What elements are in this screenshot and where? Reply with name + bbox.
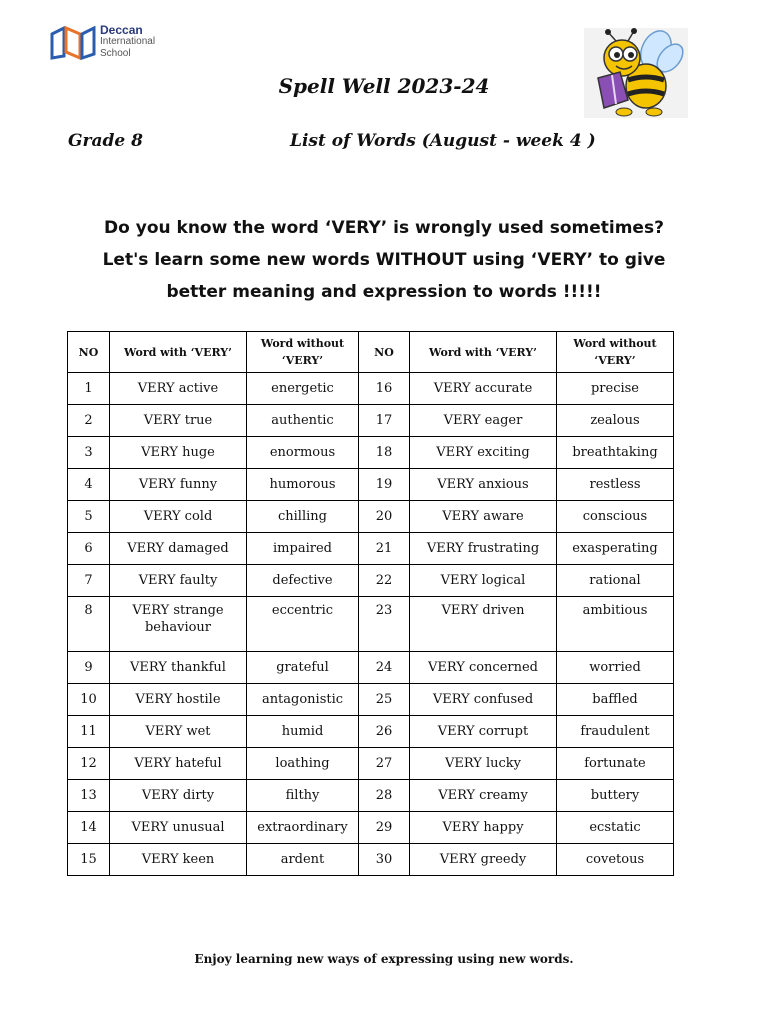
- word-with-very: VERY corrupt: [410, 716, 557, 748]
- word-without-very: filthy: [247, 780, 359, 812]
- word-with-very: VERY greedy: [410, 844, 557, 876]
- word-without-very: exasperating: [557, 533, 674, 565]
- row-number: 25: [359, 684, 410, 716]
- word-with-very: VERY funny: [110, 469, 247, 501]
- word-with-very: VERY hateful: [110, 748, 247, 780]
- word-without-very: chilling: [247, 501, 359, 533]
- header-word-with: Word with ‘VERY’: [410, 332, 557, 373]
- row-number: 13: [68, 780, 110, 812]
- page-title: Spell Well 2023-24: [278, 74, 490, 98]
- word-without-very: fortunate: [557, 748, 674, 780]
- word-without-very: impaired: [247, 533, 359, 565]
- table-row: [68, 812, 674, 844]
- word-with-very: VERY exciting: [410, 437, 557, 469]
- word-without-very: precise: [557, 373, 674, 405]
- table-row: [68, 748, 674, 780]
- word-with-very: VERY faulty: [110, 565, 247, 597]
- table-row: [68, 373, 674, 405]
- intro-line-1: Do you know the word ‘VERY’ is wrongly used sometimes?: [104, 218, 664, 238]
- word-with-very: VERY anxious: [410, 469, 557, 501]
- word-with-very: VERY unusual: [110, 812, 247, 844]
- row-number: 4: [68, 469, 110, 501]
- word-with-very: VERY logical: [410, 565, 557, 597]
- table-row: [68, 469, 674, 501]
- word-with-very: VERY cold: [110, 501, 247, 533]
- word-with-very: VERY happy: [410, 812, 557, 844]
- grade-label: Grade 8: [68, 131, 143, 151]
- table-row: [68, 405, 674, 437]
- header-word-without: Word without ‘VERY’: [247, 332, 359, 373]
- row-number: 20: [359, 501, 410, 533]
- table-row: [68, 565, 674, 597]
- table-row: [68, 652, 674, 684]
- word-without-very: breathtaking: [557, 437, 674, 469]
- word-without-very: conscious: [557, 501, 674, 533]
- table-row: [68, 844, 674, 876]
- row-number: 12: [68, 748, 110, 780]
- row-number: 16: [359, 373, 410, 405]
- word-without-very: extraordinary: [247, 812, 359, 844]
- logo-subtitle-1: International: [100, 36, 156, 47]
- word-without-very: eccentric: [247, 597, 359, 652]
- row-number: 15: [68, 844, 110, 876]
- word-without-very: baffled: [557, 684, 674, 716]
- header-word-with: Word with ‘VERY’: [110, 332, 247, 373]
- word-without-very: ecstatic: [557, 812, 674, 844]
- row-number: 29: [359, 812, 410, 844]
- logo-subtitle-2: School: [100, 48, 131, 59]
- word-without-very: covetous: [557, 844, 674, 876]
- table-row: [68, 501, 674, 533]
- word-without-very: zealous: [557, 405, 674, 437]
- intro-line-2: Let's learn some new words WITHOUT using ‘VERY’ to give: [102, 250, 666, 270]
- header-no: NO: [359, 332, 410, 373]
- row-number: 2: [68, 405, 110, 437]
- word-with-very: VERY huge: [110, 437, 247, 469]
- word-with-very: VERY eager: [410, 405, 557, 437]
- row-number: 1: [68, 373, 110, 405]
- word-with-very: VERY creamy: [410, 780, 557, 812]
- table-row: [68, 437, 674, 469]
- intro-line-3: better meaning and expression to words !!!!!: [166, 282, 602, 302]
- word-without-very: fraudulent: [557, 716, 674, 748]
- school-logo-icon: [50, 26, 96, 60]
- words-table: [67, 331, 674, 876]
- table-row: [68, 597, 674, 652]
- word-without-very: buttery: [557, 780, 674, 812]
- row-number: 18: [359, 437, 410, 469]
- row-number: 8: [68, 597, 110, 652]
- row-number: 28: [359, 780, 410, 812]
- header-no: NO: [68, 332, 110, 373]
- word-without-very: antagonistic: [247, 684, 359, 716]
- intro-text: [60, 212, 708, 308]
- row-number: 3: [68, 437, 110, 469]
- word-without-very: humid: [247, 716, 359, 748]
- footer-note: Enjoy learning new ways of expressing using new words.: [194, 952, 574, 966]
- word-with-very: VERY hostile: [110, 684, 247, 716]
- word-without-very: energetic: [247, 373, 359, 405]
- row-number: 17: [359, 405, 410, 437]
- row-number: 5: [68, 501, 110, 533]
- row-number: 7: [68, 565, 110, 597]
- word-with-very: VERY aware: [410, 501, 557, 533]
- word-without-very: ardent: [247, 844, 359, 876]
- word-without-very: loathing: [247, 748, 359, 780]
- row-number: 14: [68, 812, 110, 844]
- list-title: List of Words (August - week 4 ): [290, 131, 596, 151]
- word-with-very: VERY wet: [110, 716, 247, 748]
- reading-bee-illustration: [584, 28, 688, 118]
- row-number: 30: [359, 844, 410, 876]
- word-without-very: defective: [247, 565, 359, 597]
- row-number: 23: [359, 597, 410, 652]
- table-row: [68, 684, 674, 716]
- word-without-very: humorous: [247, 469, 359, 501]
- word-with-very: VERY true: [110, 405, 247, 437]
- table-row: [68, 780, 674, 812]
- word-with-very: VERY accurate: [410, 373, 557, 405]
- word-with-very: VERY strange behaviour: [110, 597, 247, 652]
- word-without-very: rational: [557, 565, 674, 597]
- word-without-very: worried: [557, 652, 674, 684]
- word-with-very: VERY lucky: [410, 748, 557, 780]
- table-row: [68, 716, 674, 748]
- word-with-very: VERY confused: [410, 684, 557, 716]
- row-number: 9: [68, 652, 110, 684]
- word-with-very: VERY driven: [410, 597, 557, 652]
- row-number: 26: [359, 716, 410, 748]
- word-with-very: VERY concerned: [410, 652, 557, 684]
- row-number: 19: [359, 469, 410, 501]
- word-with-very: VERY active: [110, 373, 247, 405]
- row-number: 11: [68, 716, 110, 748]
- word-without-very: authentic: [247, 405, 359, 437]
- row-number: 6: [68, 533, 110, 565]
- row-number: 10: [68, 684, 110, 716]
- word-without-very: enormous: [247, 437, 359, 469]
- header-word-without: Word without ‘VERY’: [557, 332, 674, 373]
- word-with-very: VERY frustrating: [410, 533, 557, 565]
- word-without-very: ambitious: [557, 597, 674, 652]
- word-without-very: restless: [557, 469, 674, 501]
- word-with-very: VERY keen: [110, 844, 247, 876]
- logo-name: Deccan: [100, 23, 143, 37]
- word-with-very: VERY damaged: [110, 533, 247, 565]
- school-logo: [50, 24, 180, 64]
- row-number: 24: [359, 652, 410, 684]
- word-with-very: VERY thankful: [110, 652, 247, 684]
- row-number: 21: [359, 533, 410, 565]
- table-row: [68, 533, 674, 565]
- row-number: 22: [359, 565, 410, 597]
- word-with-very: VERY dirty: [110, 780, 247, 812]
- row-number: 27: [359, 748, 410, 780]
- table-header-row: [68, 332, 674, 373]
- word-without-very: grateful: [247, 652, 359, 684]
